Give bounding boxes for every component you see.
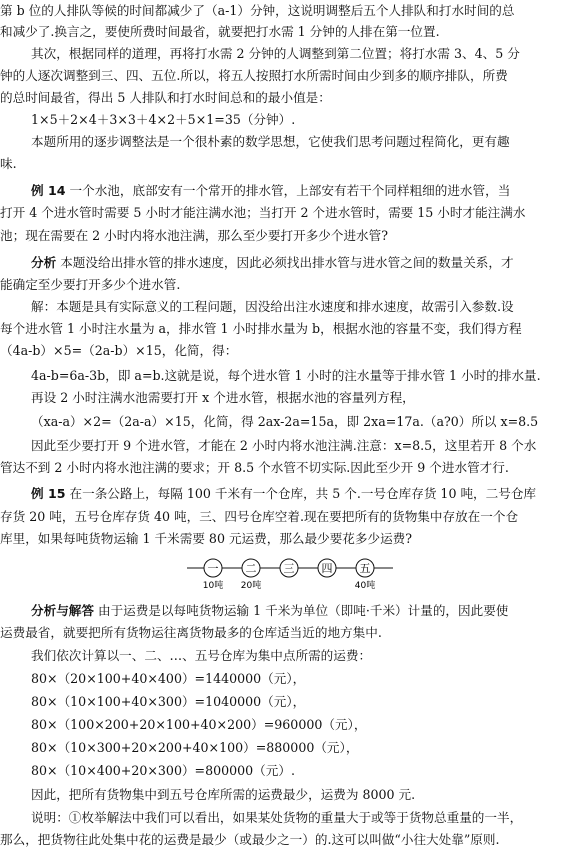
text-line — [0, 509, 580, 525]
text-line — [0, 228, 580, 244]
warehouse-diagram — [185, 557, 395, 591]
line-text: 80×（10×400+20×300）=800000（元）. — [31, 763, 295, 778]
line-text: 第 b 位的人排队等候的时间都减少了（a-1）分钟，这说明调整后五个人排队和打水时间的总 — [0, 3, 515, 18]
line-text: 由于运费是以每吨货物运输 1 千米为单位（即吨·千米）计量的，因此要使 — [93, 603, 509, 618]
warehouse-load: 40吨 — [354, 581, 376, 591]
text-line — [0, 277, 580, 293]
line-text: 管达不到 2 小时内将水池注满的要求；开 8.5 个水管不切实际.因此至少开 9 个进水管才行. — [0, 460, 509, 475]
text-line — [31, 414, 580, 430]
line-text: 80×（20×100+40×400）=1440000（元）， — [31, 671, 306, 686]
line-text: （xa-a）×2=（2a-a）×15，化简，得 2ax-2a=15a，即 2xa=17a.（a?0）所以 x=8.5 — [31, 414, 539, 429]
line-text: 其次，根据同样的道理，再将打水需 2 分钟的人调整到第二位置；将打水需 3、4、5 分 — [31, 46, 520, 61]
line-text: 80×（10×100+40×300）=1040000（元）， — [31, 694, 306, 709]
text-line — [0, 90, 580, 106]
line-text: 因此至少要打开 9 个进水管，才能在 2 小时内将水池注满.注意：x=8.5，这里若开 8 个水 — [31, 438, 537, 453]
warehouse-label: 一 — [207, 562, 219, 575]
text-line — [31, 603, 580, 619]
text-line — [0, 625, 580, 641]
text-line — [31, 763, 580, 779]
line-text: 我们依次计算以一、二、…、五号仓库为集中点所需的运费： — [31, 648, 372, 663]
line-text: 本题没给出排水管的排水速度，因此必须找出排水管与进水管之间的数量关系，才 — [56, 255, 514, 270]
text-line — [31, 46, 580, 62]
example-label: 例 14 — [31, 183, 66, 198]
line-text: 本题所用的逐步调整法是一个很朴素的数学思想，它使我们思考问题过程简化，更有趣 — [31, 134, 510, 149]
example-label: 例 15 — [31, 486, 66, 501]
line-text: 能确定至少要打开多少个进水管. — [0, 277, 181, 292]
line-text: 因此，把所有货物集中到五号仓库所需的运费最少，运费为 8000 元. — [31, 787, 416, 802]
text-line — [31, 183, 580, 199]
text-line — [31, 112, 580, 128]
text-line — [31, 134, 580, 150]
line-text: 和减少了.换言之，要使所费时间最省，就要把打水需 1 分钟的人排在第一位置. — [0, 24, 440, 39]
text-line — [0, 24, 580, 40]
line-text: 说明：①枚举解法中我们可以看出，如果某处货物的重量大于或等于货物总重量的一半， — [31, 810, 523, 825]
line-text: 在一条公路上，每隔 100 千米有一个仓库，共 5 个.一号仓库存货 10 吨，二号仓库 — [65, 486, 537, 501]
warehouse-label: 二 — [245, 562, 257, 575]
line-text: 库里，如果每吨货物运输 1 千米需要 80 元运费，那么最少要花多少运费? — [0, 531, 413, 546]
text-line — [31, 810, 580, 826]
line-text: 池；现在需要在 2 小时内将水池注满，那么至少要打开多少个进水管? — [0, 228, 388, 243]
warehouse-label: 五 — [359, 562, 371, 575]
text-line — [0, 832, 580, 848]
text-line — [0, 3, 580, 19]
line-text: 运费最省，就要把所有货物运往离货物最多的仓库适当近的地方集中. — [0, 625, 382, 640]
line-text: 80×（10×300+20×200+40×100）=880000（元）， — [31, 740, 359, 755]
text-line — [31, 648, 580, 664]
text-line — [31, 787, 580, 803]
text-line — [31, 486, 580, 502]
line-text: 一个水池，底部安有一个常开的排水管，上部安有若干个同样粗细的进水管，当 — [65, 183, 511, 198]
text-line — [31, 255, 580, 271]
line-text: 80×（100×200+20×100+40×200）=960000（元）， — [31, 717, 367, 732]
text-line — [0, 460, 580, 476]
text-line — [0, 343, 580, 359]
line-text: 的总时间最省，得出 5 人排队和打水时间总和的最小值是： — [0, 90, 331, 105]
text-line — [31, 299, 580, 315]
line-text: （4a-b）×5=（2a-b）×15，化简，得： — [0, 343, 238, 358]
line-text: 味. — [0, 156, 17, 171]
text-line — [31, 671, 580, 687]
line-text: 再设 2 小时注满水池需要打开 x 个进水管，根据水池的容量列方程， — [31, 390, 415, 405]
warehouse-load: 20吨 — [240, 581, 262, 591]
line-text: 4a-b=6a-3b，即 a=b.这就是说，每个进水管 1 小时的注水量等于排水管 1 小时的排水量. — [31, 368, 541, 383]
text-line — [0, 68, 580, 84]
line-text: 存货 20 吨，五号仓库存货 40 吨，三、四号仓库空着.现在要把所有的货物集中存放在一个仓 — [0, 509, 519, 524]
text-line — [31, 694, 580, 710]
text-line — [31, 717, 580, 733]
text-line — [31, 368, 580, 384]
text-line — [0, 156, 580, 172]
line-text: 钟的人逐次调整到三、四、五位.所以，将五人按照打水所需时间由少到多的顺序排队，所费 — [0, 68, 508, 83]
text-line — [0, 205, 580, 221]
line-text: 1×5＋2×4＋3×3＋4×2＋5×1=35（分钟）. — [31, 112, 296, 127]
line-text: 每个进水管 1 小时注水量为 a，排水管 1 小时排水量为 b，根据水池的容量不变，我们得方程 — [0, 321, 522, 336]
line-text: 解：本题是具有实际意义的工程问题，因没给出注水速度和排水速度，故需引入参数.设 — [31, 299, 514, 314]
text-line — [0, 531, 580, 547]
text-line — [31, 390, 580, 406]
text-line — [31, 740, 580, 756]
line-text: 那么，把货物往此处集中花的运费是最少（或最少之一）的.这可以叫做“小往大处靠”原则. — [0, 832, 500, 847]
example-label: 分析 — [31, 255, 57, 270]
warehouse-label: 四 — [321, 562, 333, 575]
warehouse-load: 10吨 — [202, 581, 224, 591]
text-line — [31, 438, 580, 454]
warehouse-label: 三 — [283, 562, 295, 575]
text-line — [0, 321, 580, 337]
example-label: 分析与解答 — [31, 603, 94, 618]
line-text: 打开 4 个进水管时需要 5 小时才能注满水池；当打开 2 个进水管时，需要 15 小时才能注满水 — [0, 205, 526, 220]
